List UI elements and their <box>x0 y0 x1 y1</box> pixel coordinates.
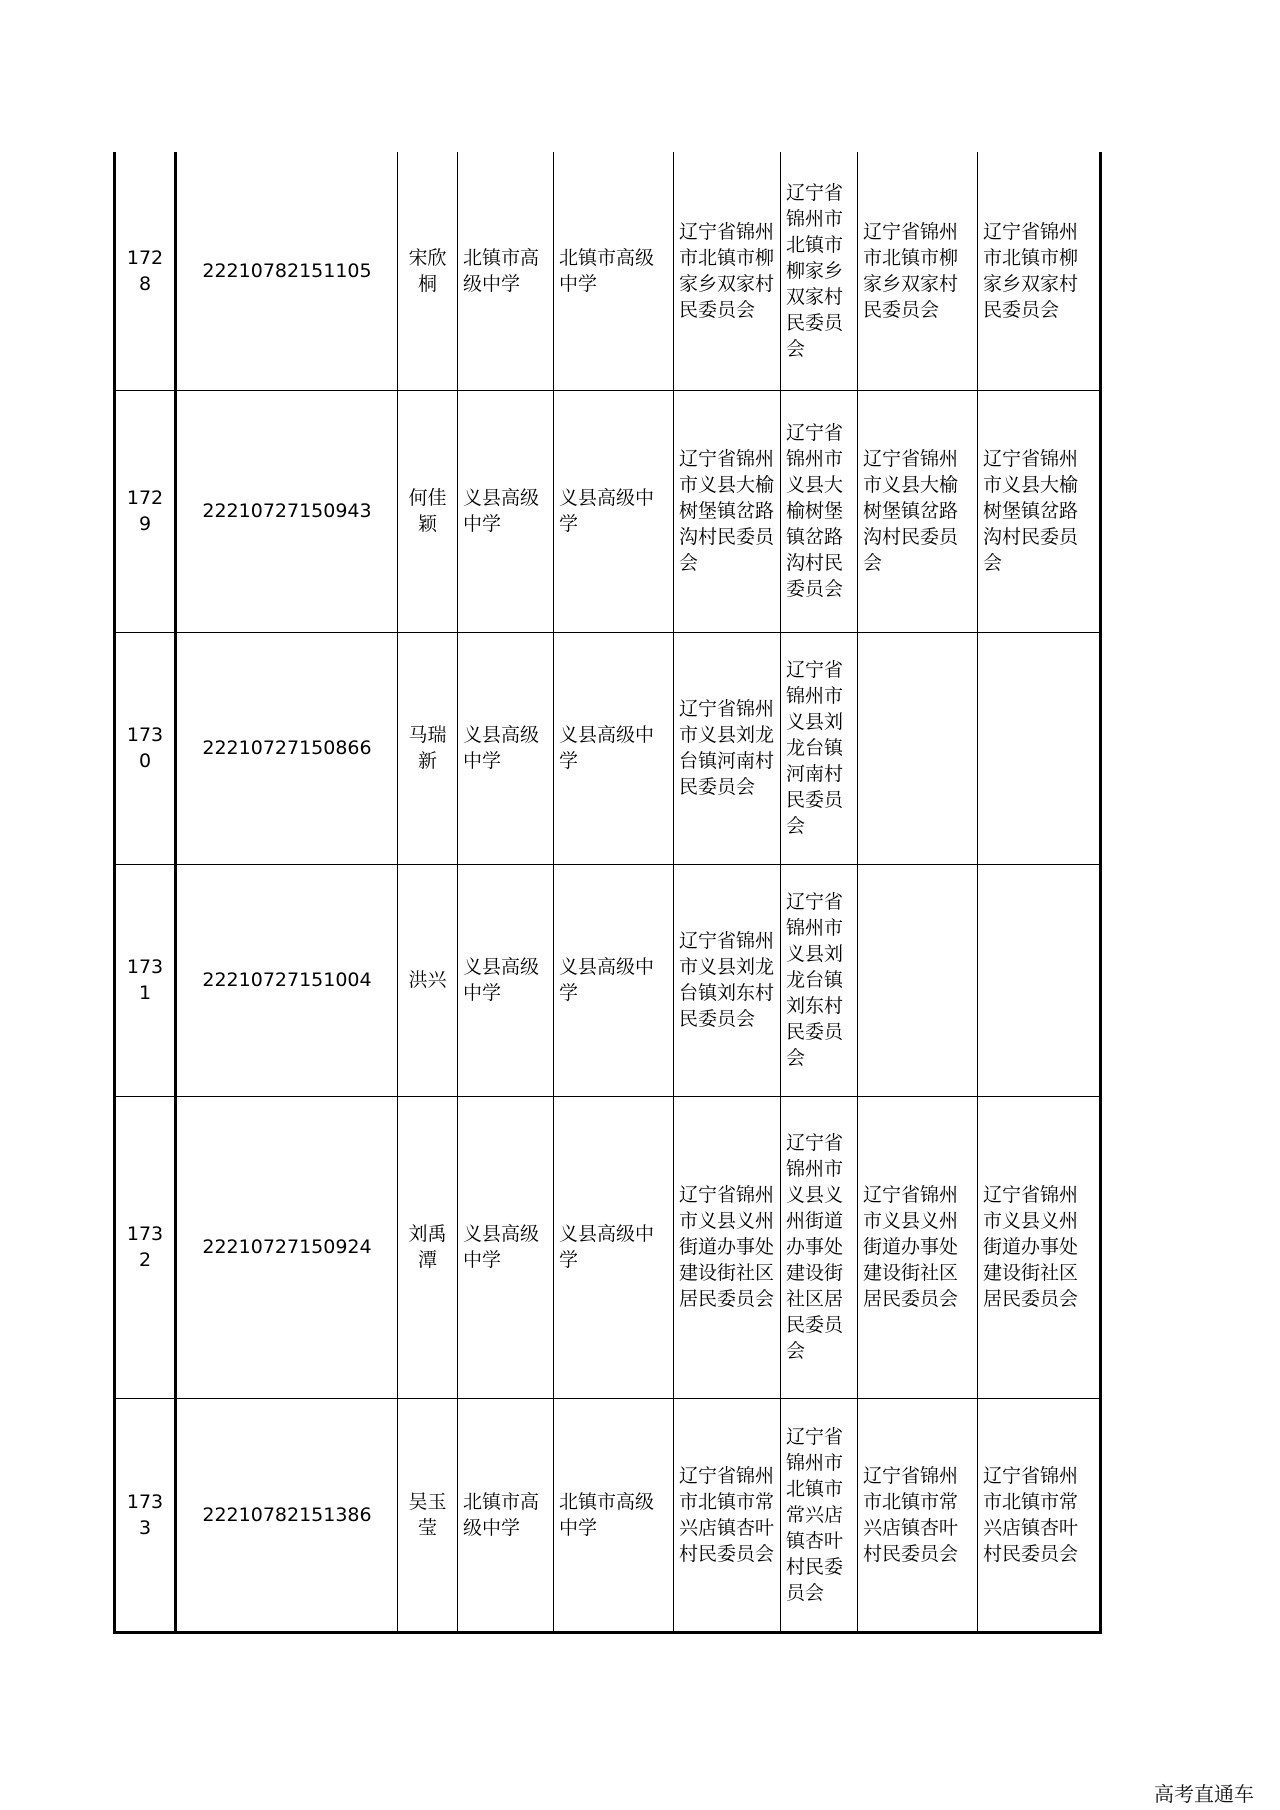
address-3-cell: 辽宁省锦州市义县义州街道办事处建设街社区居民委员会 <box>858 1096 978 1398</box>
seq-cell: 1730 <box>115 632 176 864</box>
name-cell: 洪兴 <box>398 864 458 1096</box>
school-alt-cell: 北镇市高级中学 <box>554 152 674 390</box>
footer-watermark: 高考直通车 <box>1154 1782 1254 1806</box>
school-cell: 北镇市高级中学 <box>458 1398 554 1632</box>
school-cell: 义县高级中学 <box>458 390 554 632</box>
school-alt-cell: 义县高级中学 <box>554 632 674 864</box>
address-4-cell: 辽宁省锦州市北镇市常兴店镇杏叶村民委员会 <box>978 1398 1101 1632</box>
roster-body <box>115 152 1101 1632</box>
school-cell: 义县高级中学 <box>458 864 554 1096</box>
exam-id-cell: 22210727151004 <box>176 864 398 1096</box>
address-3-cell <box>858 864 978 1096</box>
address-1-cell: 辽宁省锦州市义县刘龙台镇河南村民委员会 <box>674 632 781 864</box>
address-3-cell: 辽宁省锦州市北镇市柳家乡双家村民委员会 <box>858 152 978 390</box>
address-4-cell: 辽宁省锦州市北镇市柳家乡双家村民委员会 <box>978 152 1101 390</box>
exam-id-cell: 22210782151105 <box>176 152 398 390</box>
address-2-cell: 辽宁省锦州市义县刘龙台镇河南村民委员会 <box>781 632 858 864</box>
table-row <box>115 632 1101 864</box>
school-cell: 北镇市高级中学 <box>458 152 554 390</box>
school-cell: 义县高级中学 <box>458 1096 554 1398</box>
seq-cell: 1731 <box>115 864 176 1096</box>
name-cell: 吴玉莹 <box>398 1398 458 1632</box>
address-2-cell: 辽宁省锦州市北镇市常兴店镇杏叶村民委员会 <box>781 1398 858 1632</box>
address-2-cell: 辽宁省锦州市义县义州街道办事处建设街社区居民委员会 <box>781 1096 858 1398</box>
address-1-cell: 辽宁省锦州市义县义州街道办事处建设街社区居民委员会 <box>674 1096 781 1398</box>
address-3-cell <box>858 632 978 864</box>
address-3-cell: 辽宁省锦州市义县大榆树堡镇岔路沟村民委员会 <box>858 390 978 632</box>
seq-cell: 1732 <box>115 1096 176 1398</box>
name-cell: 何佳颖 <box>398 390 458 632</box>
table-row <box>115 1096 1101 1398</box>
name-cell: 刘禹潭 <box>398 1096 458 1398</box>
address-1-cell: 辽宁省锦州市北镇市常兴店镇杏叶村民委员会 <box>674 1398 781 1632</box>
school-alt-cell: 北镇市高级中学 <box>554 1398 674 1632</box>
exam-id-cell: 22210727150943 <box>176 390 398 632</box>
school-alt-cell: 义县高级中学 <box>554 864 674 1096</box>
exam-id-cell: 22210782151386 <box>176 1398 398 1632</box>
address-2-cell: 辽宁省锦州市义县刘龙台镇刘东村民委员会 <box>781 864 858 1096</box>
address-3-cell: 辽宁省锦州市北镇市常兴店镇杏叶村民委员会 <box>858 1398 978 1632</box>
table-row <box>115 152 1101 390</box>
address-4-cell <box>978 864 1101 1096</box>
school-cell: 义县高级中学 <box>458 632 554 864</box>
school-alt-cell: 义县高级中学 <box>554 390 674 632</box>
address-1-cell: 辽宁省锦州市义县刘龙台镇刘东村民委员会 <box>674 864 781 1096</box>
address-1-cell: 辽宁省锦州市北镇市柳家乡双家村民委员会 <box>674 152 781 390</box>
exam-id-cell: 22210727150924 <box>176 1096 398 1398</box>
table-row <box>115 864 1101 1096</box>
address-2-cell: 辽宁省锦州市义县大榆树堡镇岔路沟村民委员会 <box>781 390 858 632</box>
exam-id-cell: 22210727150866 <box>176 632 398 864</box>
address-4-cell: 辽宁省锦州市义县大榆树堡镇岔路沟村民委员会 <box>978 390 1101 632</box>
name-cell: 宋欣桐 <box>398 152 458 390</box>
address-4-cell: 辽宁省锦州市义县义州街道办事处建设街社区居民委员会 <box>978 1096 1101 1398</box>
address-2-cell: 辽宁省锦州市北镇市柳家乡双家村民委员会 <box>781 152 858 390</box>
seq-cell: 1728 <box>115 152 176 390</box>
seq-cell: 1733 <box>115 1398 176 1632</box>
address-1-cell: 辽宁省锦州市义县大榆树堡镇岔路沟村民委员会 <box>674 390 781 632</box>
seq-cell: 1729 <box>115 390 176 632</box>
name-cell: 马瑞新 <box>398 632 458 864</box>
table-row <box>115 390 1101 632</box>
school-alt-cell: 义县高级中学 <box>554 1096 674 1398</box>
address-4-cell <box>978 632 1101 864</box>
roster-table <box>113 152 1102 1634</box>
table-row <box>115 1398 1101 1632</box>
